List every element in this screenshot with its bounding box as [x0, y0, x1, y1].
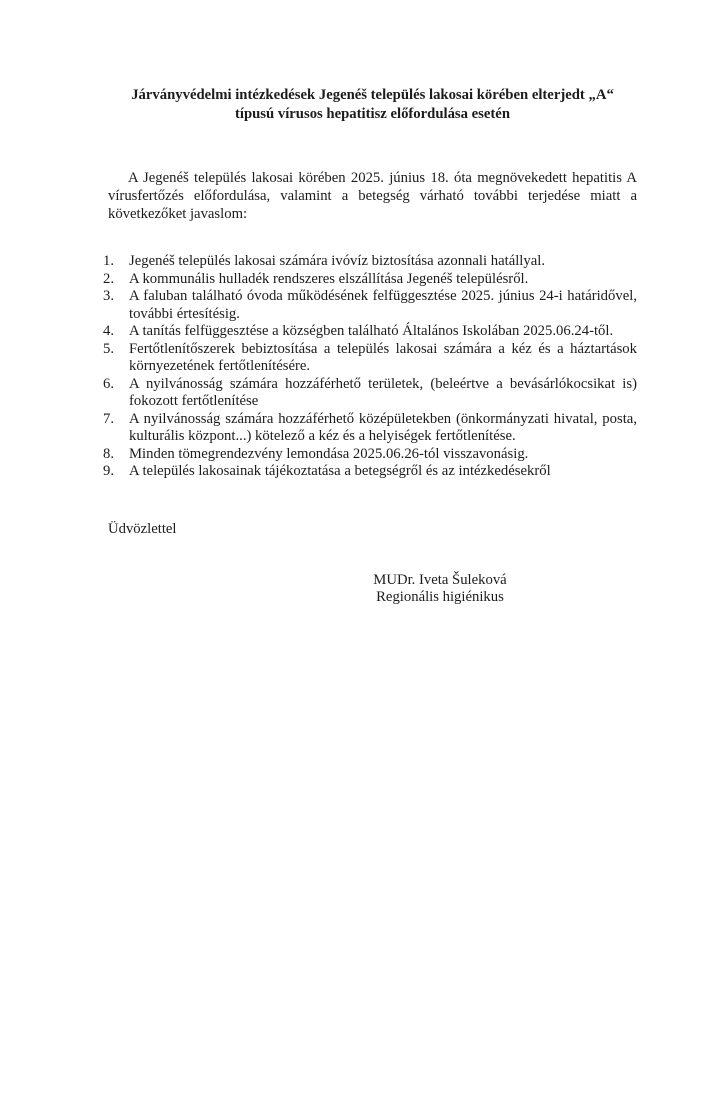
list-item-5-text: Fertőtlenítőszerek bebiztosítása a település lakosai számára a kéz és a háztartások környezetének fertőtlenítésére. — [129, 340, 637, 375]
title-line-2: típusú vírusos hepatitisz előfordulása esetén — [235, 106, 510, 122]
list-item-2-text: A kommunális hulladék rendszeres elszállítása Jegenéš településről. — [129, 270, 529, 287]
document-page — [0, 86, 724, 1110]
list-item-9-text: A település lakosainak tájékoztatása a betegségről és az intézkedésekről — [129, 463, 551, 480]
list-item-4-number: 4. — [103, 323, 115, 340]
list-item-4-text: A tanítás felfüggesztése a községben található Általános Iskolában 2025.06.24-től. — [129, 323, 614, 340]
list-item-3-number: 3. — [103, 288, 115, 305]
signature-name: MUDr. Iveta Šuleková — [373, 571, 507, 588]
list-item-9-number: 9. — [103, 463, 115, 480]
list-item-3-text: A faluban található óvoda működésének felfüggesztése 2025. június 24-i határidővel, további értesítésig. — [129, 288, 637, 322]
list-item-1 — [103, 253, 637, 271]
closing-salutation: Üdvözlettel — [108, 520, 177, 537]
list-item-1-text: Jegenéš település lakosai számára ivóvíz biztosítása azonnali hatállyal. — [129, 253, 545, 270]
list-item-7 — [103, 411, 637, 446]
signature-block — [330, 572, 550, 608]
list-item-2 — [103, 271, 637, 289]
list-item-7-text: A nyilvánosság számára hozzáférhető középületekben (önkormányzati hivatal, posta, kulturális központ...) kötelező a kéz és a helyiségek fertőtlenítése. — [129, 410, 637, 445]
signature-role: Regionális higiénikus — [376, 589, 504, 606]
list-item-6 — [103, 376, 637, 411]
list-item-5-number: 5. — [103, 340, 115, 357]
list-item-7-number: 7. — [103, 410, 115, 427]
list-item-5 — [103, 341, 637, 376]
list-item-9 — [103, 463, 637, 481]
list-item-6-number: 6. — [103, 375, 115, 392]
measures-list — [103, 253, 637, 481]
document-title — [108, 86, 637, 124]
intro-paragraph: A Jegenéš település lakosai körében 2025. június 18. óta megnövekedett hepatitis A vírusfertőzés előfordulása, valamint a betegség várható további terjedése miatt a következőket javaslom: — [108, 170, 637, 222]
list-item-8-number: 8. — [103, 445, 115, 462]
list-item-8-text: Minden tömegrendezvény lemondása 2025.06.26-tól visszavonásig. — [129, 445, 529, 462]
list-item-3 — [103, 288, 637, 323]
list-item-8 — [103, 446, 637, 464]
list-item-1-number: 1. — [103, 253, 115, 270]
list-item-2-number: 2. — [103, 270, 115, 287]
list-item-4 — [103, 323, 637, 341]
title-line-1: Járványvédelmi intézkedések Jegenéš település lakosai körében elterjedt „A“ — [131, 87, 614, 103]
list-item-6-text: A nyilvánosság számára hozzáférhető területek, (beleértve a bevásárlókocsikat is) fokozott fertőtlenítése — [129, 375, 637, 410]
